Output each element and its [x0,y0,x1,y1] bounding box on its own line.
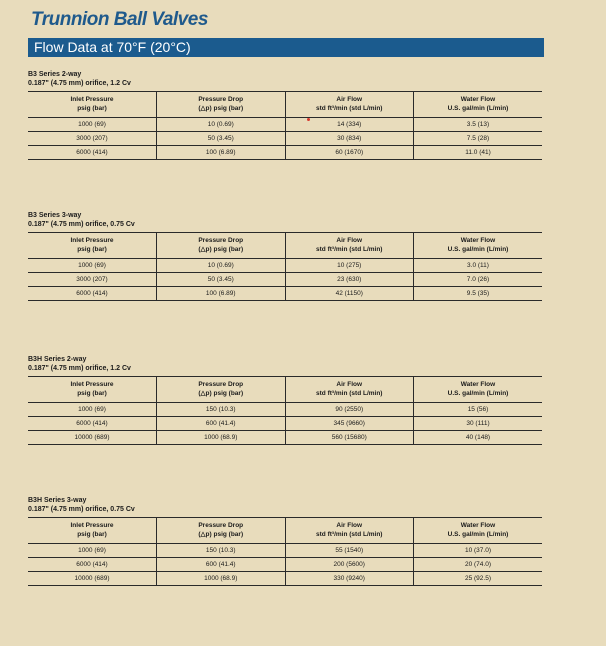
cell-water-flow: 10 (37.0) [414,544,543,558]
section-subtitle: 0.187" (4.75 mm) orifice, 0.75 Cv [28,221,135,228]
cell-air-flow: 560 (15680) [285,431,414,445]
table-row [28,544,542,558]
header-pressure-drop: Pressure Drop (△p) psig (bar) [157,518,286,544]
cell-inlet-pressure: 1000 (69) [28,403,157,417]
red-dot-mark [307,118,310,121]
section-subtitle: 0.187" (4.75 mm) orifice, 0.75 Cv [28,506,135,513]
section-title: B3H Series 2-way [28,356,87,363]
cell-air-flow: 55 (1540) [285,544,414,558]
header-air-flow: Air Flow std ft³/min (std L/min) [285,233,414,259]
cell-air-flow: 14 (334) [285,118,414,132]
header-water-flow: Water Flow U.S. gal/min (L/min) [414,518,543,544]
cell-air-flow: 60 (1670) [285,146,414,160]
flow-table [28,91,542,160]
cell-inlet-pressure: 1000 (69) [28,259,157,273]
header-air-flow: Air Flow std ft³/min (std L/min) [285,518,414,544]
page-title: Trunnion Ball Valves [31,9,208,30]
cell-water-flow: 25 (92.5) [414,572,543,586]
header-water-flow: Water Flow U.S. gal/min (L/min) [414,377,543,403]
cell-air-flow: 330 (9240) [285,572,414,586]
section-title: B3 Series 3-way [28,212,82,219]
cell-air-flow: 42 (1150) [285,287,414,301]
header-pressure-drop: Pressure Drop (△p) psig (bar) [157,233,286,259]
cell-water-flow: 11.0 (41) [414,146,543,160]
section-banner: Flow Data at 70°F (20°C) [28,38,544,57]
cell-inlet-pressure: 6000 (414) [28,417,157,431]
section-subtitle: 0.187" (4.75 mm) orifice, 1.2 Cv [28,80,131,87]
cell-air-flow: 90 (2550) [285,403,414,417]
header-inlet-pressure: Inlet Pressure psig (bar) [28,92,157,118]
table-row [28,287,542,301]
cell-water-flow: 20 (74.0) [414,558,543,572]
cell-pressure-drop: 50 (3.45) [157,273,286,287]
cell-pressure-drop: 150 (10.3) [157,544,286,558]
cell-pressure-drop: 100 (6.89) [157,287,286,301]
table-row [28,132,542,146]
cell-pressure-drop: 1000 (68.9) [157,572,286,586]
table-row [28,431,542,445]
table-row [28,417,542,431]
table-header-row [28,518,542,544]
cell-inlet-pressure: 6000 (414) [28,146,157,160]
cell-pressure-drop: 10 (0.69) [157,259,286,273]
table-row [28,118,542,132]
table-row [28,572,542,586]
cell-inlet-pressure: 6000 (414) [28,287,157,301]
header-water-flow: Water Flow U.S. gal/min (L/min) [414,92,543,118]
cell-water-flow: 3.5 (13) [414,118,543,132]
table-row [28,273,542,287]
header-inlet-pressure: Inlet Pressure psig (bar) [28,233,157,259]
section-subtitle: 0.187" (4.75 mm) orifice, 1.2 Cv [28,365,131,372]
cell-inlet-pressure: 10000 (689) [28,431,157,445]
section-title: B3 Series 2-way [28,71,82,78]
cell-inlet-pressure: 3000 (207) [28,132,157,146]
cell-inlet-pressure: 10000 (689) [28,572,157,586]
cell-air-flow: 30 (834) [285,132,414,146]
cell-pressure-drop: 600 (41.4) [157,417,286,431]
table-header-row [28,233,542,259]
cell-air-flow: 345 (9660) [285,417,414,431]
flow-table [28,376,542,445]
cell-pressure-drop: 50 (3.45) [157,132,286,146]
table-row [28,558,542,572]
section-title: B3H Series 3-way [28,497,87,504]
header-air-flow: Air Flow std ft³/min (std L/min) [285,92,414,118]
cell-pressure-drop: 100 (6.89) [157,146,286,160]
flow-section-b3h-3way [28,496,542,586]
cell-water-flow: 30 (111) [414,417,543,431]
cell-air-flow: 23 (630) [285,273,414,287]
header-water-flow: Water Flow U.S. gal/min (L/min) [414,233,543,259]
cell-water-flow: 40 (148) [414,431,543,445]
flow-section-b3-3way [28,211,542,301]
header-inlet-pressure: Inlet Pressure psig (bar) [28,518,157,544]
cell-pressure-drop: 150 (10.3) [157,403,286,417]
cell-inlet-pressure: 1000 (69) [28,544,157,558]
cell-inlet-pressure: 1000 (69) [28,118,157,132]
cell-pressure-drop: 600 (41.4) [157,558,286,572]
flow-section-b3h-2way [28,355,542,445]
cell-inlet-pressure: 6000 (414) [28,558,157,572]
cell-air-flow: 200 (5600) [285,558,414,572]
cell-inlet-pressure: 3000 (207) [28,273,157,287]
header-pressure-drop: Pressure Drop (△p) psig (bar) [157,92,286,118]
table-row [28,146,542,160]
cell-pressure-drop: 1000 (68.9) [157,431,286,445]
cell-water-flow: 7.5 (28) [414,132,543,146]
cell-pressure-drop: 10 (0.69) [157,118,286,132]
cell-water-flow: 15 (56) [414,403,543,417]
flow-table [28,517,542,586]
table-header-row [28,377,542,403]
cell-water-flow: 3.0 (11) [414,259,543,273]
table-header-row [28,92,542,118]
header-inlet-pressure: Inlet Pressure psig (bar) [28,377,157,403]
table-row [28,403,542,417]
cell-air-flow: 10 (275) [285,259,414,273]
flow-section-b3-2way [28,70,542,160]
cell-water-flow: 7.0 (26) [414,273,543,287]
header-air-flow: Air Flow std ft³/min (std L/min) [285,377,414,403]
table-row [28,259,542,273]
flow-table [28,232,542,301]
cell-water-flow: 9.5 (35) [414,287,543,301]
header-pressure-drop: Pressure Drop (△p) psig (bar) [157,377,286,403]
